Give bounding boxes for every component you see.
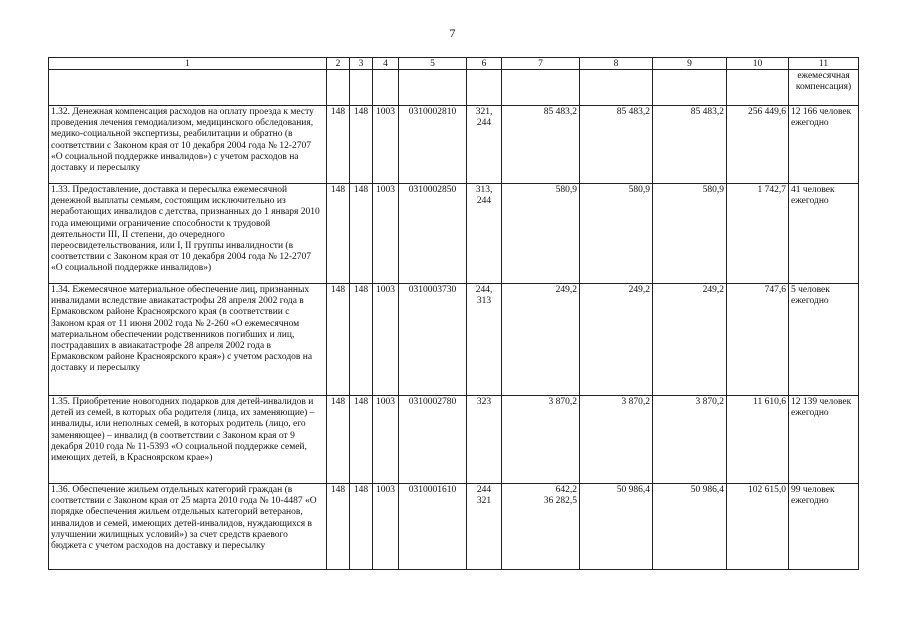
cell-col11: 12 166 человек ежегодно xyxy=(789,106,859,184)
cell-col9: 85 483,2 xyxy=(653,106,727,184)
cell-col8: 580,9 xyxy=(580,184,653,284)
cell-col10: 256 449,6 xyxy=(727,106,789,184)
cell-col4: 1003 xyxy=(373,284,399,396)
cell-col6-line1: 321, xyxy=(475,107,493,117)
cell-col6 xyxy=(467,184,502,284)
cell-col6 xyxy=(467,484,502,570)
table-row xyxy=(49,106,859,184)
cell-col3: 148 xyxy=(350,106,373,184)
page-number: 7 xyxy=(449,26,456,40)
cell-col2: 148 xyxy=(327,184,350,284)
header-cell: 3 xyxy=(350,58,373,70)
table-row xyxy=(49,284,859,396)
header-cell: 6 xyxy=(467,58,502,70)
cell-col4: 1003 xyxy=(373,106,399,184)
cell-col3: 148 xyxy=(350,284,373,396)
row-description: 1.35. Приобретение новогодних подарков для детей-инвалидов и детей из семей, в которых оба родителя (лица, их заменяющие) – инвалиды, или неполных семей, в которых родитель (лицо, его заменяющее) – инвалид (в соответствии с Законом края от 9 декабря 2010 года № 11-5393 «О социальной поддержке семей, имеющих детей, в Красноярском крае») xyxy=(49,396,327,484)
header-cell: 9 xyxy=(653,58,727,70)
cell-col10: 11 610,6 xyxy=(727,396,789,484)
cell-col11: 5 человек ежегодно xyxy=(789,284,859,396)
cell-col6: 323 xyxy=(467,396,502,484)
budget-table xyxy=(48,57,859,570)
cell-col7: 249,2 xyxy=(502,284,580,396)
row-description: 1.36. Обеспечение жильем отдельных категорий граждан (в соответствии с Законом края от 25 марта 2010 года № 10-4487 «О порядке обеспечения жильем отдельных категорий ветеранов, инвалидов и семей, имеющих детей-инвалидов, нуждающихся в улучшении жилищных условий») за счет средств краевого бюджета с учетом расходов на доставку и пересылку xyxy=(49,484,327,570)
cell-col4: 1003 xyxy=(373,184,399,284)
header-cell: 10 xyxy=(727,58,789,70)
continuation-note: ежемесячная компенсация) xyxy=(789,70,859,106)
cell-col2: 148 xyxy=(327,396,350,484)
header-row xyxy=(49,58,859,70)
header-cell: 1 xyxy=(49,58,327,70)
cell-col7-line1: 642,2 xyxy=(555,485,577,495)
cell-col7 xyxy=(502,484,580,570)
cell-col11: 41 человек ежегодно xyxy=(789,184,859,284)
cell-col2: 148 xyxy=(327,484,350,570)
header-cell: 7 xyxy=(502,58,580,70)
cell-col5: 0310002850 xyxy=(399,184,467,284)
cell-col5: 0310002780 xyxy=(399,396,467,484)
cell-col8: 85 483,2 xyxy=(580,106,653,184)
table-row xyxy=(49,184,859,284)
header-cell: 5 xyxy=(399,58,467,70)
cell-col9: 249,2 xyxy=(653,284,727,396)
header-cell: 4 xyxy=(373,58,399,70)
cell-col10: 1 742,7 xyxy=(727,184,789,284)
header-cell: 2 xyxy=(327,58,350,70)
cell-col8: 50 986,4 xyxy=(580,484,653,570)
cell-col10: 747,6 xyxy=(727,284,789,396)
cell-col8: 249,2 xyxy=(580,284,653,396)
header-cell: 8 xyxy=(580,58,653,70)
cell-col6-line2: 321 xyxy=(476,496,492,507)
cell-col6-line1: 244, xyxy=(475,285,493,295)
cell-col4: 1003 xyxy=(373,396,399,484)
cell-col11: 12 139 человек ежегодно xyxy=(789,396,859,484)
row-description: 1.34. Ежемесячное материальное обеспечение лиц, признанных инвалидами вследствие авиакатастрофы 28 апреля 2002 года в Ермаковском районе Красноярского края (в соответствии с Законом края от 11 июня 2002 года № 2-260 «О ежемесячном материальном обеспечении родственников погибших и лиц, пострадавших в авиакатастрофе 28 апреля 2002 года в Ермаковском районе Красноярского края») с учетом расходов на доставку и пересылку xyxy=(49,284,327,396)
cell-col4: 1003 xyxy=(373,484,399,570)
cell-col5: 0310001610 xyxy=(399,484,467,570)
cell-col5: 0310002810 xyxy=(399,106,467,184)
cell-col6-line2: 313 xyxy=(476,296,492,307)
cell-col6-line1: 244 xyxy=(476,485,492,495)
cell-col6-line1: 313, xyxy=(475,185,493,195)
cell-col6 xyxy=(467,284,502,396)
cell-col9: 50 986,4 xyxy=(653,484,727,570)
cell-col7: 3 870,2 xyxy=(502,396,580,484)
cell-col8: 3 870,2 xyxy=(580,396,653,484)
cell-col7: 85 483,2 xyxy=(502,106,580,184)
table-row xyxy=(49,396,859,484)
cell-col2: 148 xyxy=(327,106,350,184)
cell-col11: 99 человек ежегодно xyxy=(789,484,859,570)
cell-col6-line2: 244 xyxy=(476,118,492,129)
header-cell: 11 xyxy=(789,58,859,70)
cell-col10: 102 615,0 xyxy=(727,484,789,570)
cell-col7: 580,9 xyxy=(502,184,580,284)
table-row xyxy=(49,484,859,570)
cell-col3: 148 xyxy=(350,184,373,284)
cell-col9: 580,9 xyxy=(653,184,727,284)
cell-col5: 0310003730 xyxy=(399,284,467,396)
cell-col9: 3 870,2 xyxy=(653,396,727,484)
cell-col6-line2: 244 xyxy=(476,196,492,207)
cell-col2: 148 xyxy=(327,284,350,396)
cell-col7-line2: 36 282,5 xyxy=(543,496,577,507)
continuation-row xyxy=(49,70,859,106)
cell-col6 xyxy=(467,106,502,184)
cell-col3: 148 xyxy=(350,396,373,484)
cell-col3: 148 xyxy=(350,484,373,570)
row-description: 1.32. Денежная компенсация расходов на оплату проезда к месту проведения лечения гемодиализом, медицинского обследования, медико-социальной экспертизы, реабилитации и обратно (в соответствии с Законом края от 10 декабря 2004 года № 12-2707 «О социальной поддержке инвалидов») с учетом расходов на доставку и пересылку xyxy=(49,106,327,184)
row-description: 1.33. Предоставление, доставка и пересылка ежемесячной денежной выплаты семьям, состоящим исключительно из неработающих инвалидов с детства, признанных до 1 января 2010 года имеющими ограничение способности к трудовой деятельности III, II степени, до очередного переосвидетельствования, или I, II группы инвалидности (в соответствии с Законом края от 10 декабря 2004 года № 12-2707 «О социальной поддержке инвалидов») xyxy=(49,184,327,284)
